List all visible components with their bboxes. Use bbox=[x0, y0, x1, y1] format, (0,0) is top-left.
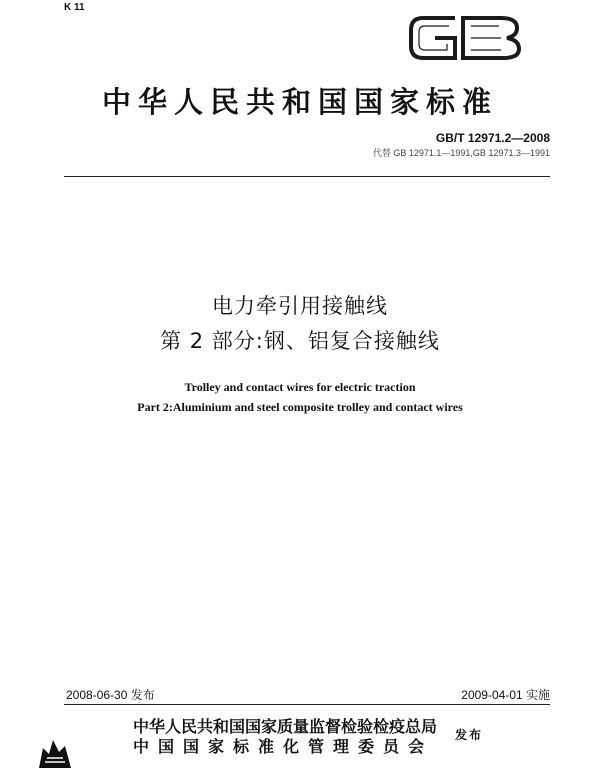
standard-body: 中华人民共和国国家标准 bbox=[101, 85, 498, 119]
implemented-date: 2009-04-01 实施 bbox=[461, 688, 550, 702]
standard-code: GB/T 12971.2—2008 bbox=[435, 131, 550, 145]
classification-code: K 11 bbox=[64, 2, 85, 13]
bottom-divider bbox=[64, 704, 550, 705]
gb-logo-icon bbox=[405, 10, 525, 66]
issuer-line2: 中国国家标准化管理委员会 bbox=[133, 737, 434, 756]
title-cn-line1: 电力牵引用接触线 bbox=[212, 294, 388, 318]
emblem-icon bbox=[35, 734, 75, 768]
issued-label: 发布 bbox=[455, 728, 484, 742]
title-en-line1: Trolley and contact wires for electric traction bbox=[184, 380, 416, 394]
title-cn-line2: 第 2 部分:钢、铝复合接触线 bbox=[160, 329, 440, 353]
replaces-note: 代替 GB 12971.1—1991,GB 12971.3—1991 bbox=[372, 148, 550, 158]
top-divider bbox=[64, 176, 550, 177]
issuer-line1: 中华人民共和国国家质量监督检验检疫总局 bbox=[133, 717, 438, 736]
published-date: 2008-06-30 发布 bbox=[66, 688, 155, 702]
title-en-line2: Part 2:Aluminium and steel composite trolley and contact wires bbox=[137, 400, 463, 414]
